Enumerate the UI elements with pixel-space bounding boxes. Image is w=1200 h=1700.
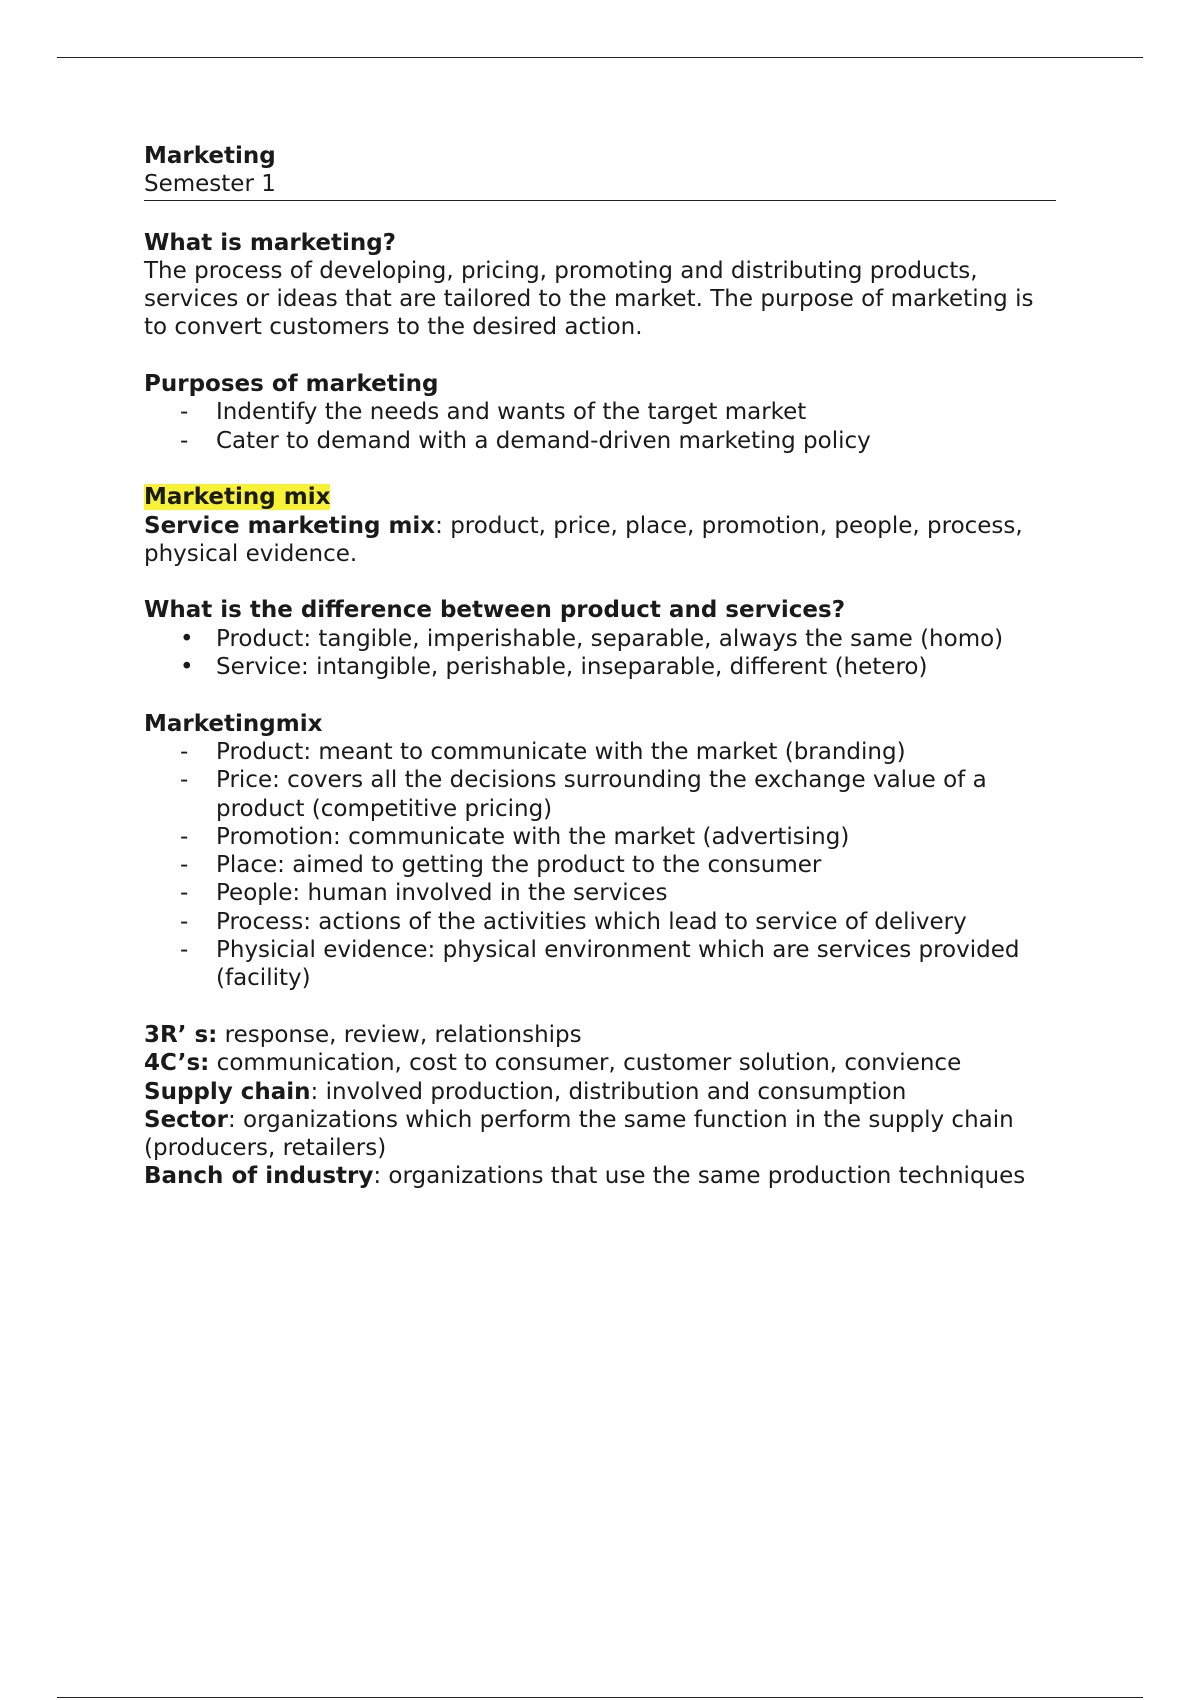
- highlighted-heading: Marketing mix: [144, 484, 331, 511]
- list-item: - Indentify the needs and wants of the target market: [180, 399, 807, 426]
- section-heading: Purposes of marketing: [144, 371, 439, 398]
- definition-text: : product, price, place, promotion, people, process, physical evidence.: [144, 512, 1023, 567]
- section-marketingmix: [144, 710, 1056, 993]
- definition-text: communication, cost to consumer, customer solution, convience: [209, 1050, 962, 1077]
- bullet-marker: •: [180, 625, 194, 652]
- section-heading: What is marketing?: [144, 229, 397, 256]
- definition-term: Supply chain: [144, 1078, 311, 1105]
- section-difference: [144, 596, 1056, 681]
- list-item: - Place: aimed to getting the product to the consumer: [180, 852, 822, 879]
- dash-marker: -: [180, 823, 189, 850]
- dash-marker: -: [180, 880, 189, 907]
- definition-term: Service marketing mix: [144, 512, 436, 539]
- section-purposes: [144, 370, 1056, 455]
- section-definitions: [144, 1021, 1056, 1191]
- list-item: • Service: intangible, perishable, inseparable, different (hetero): [180, 654, 928, 681]
- list-item: - Physicial evidence: physical environment which are services provided (facility): [180, 937, 1020, 992]
- dash-marker: -: [180, 427, 189, 454]
- title-block: [144, 142, 1056, 201]
- definition: [144, 1021, 1056, 1049]
- list-item: - Product: meant to communicate with the market (branding): [180, 738, 906, 765]
- dash-marker: -: [180, 399, 189, 426]
- marketingmix-list: [144, 738, 1056, 993]
- definition: [144, 1049, 1056, 1077]
- document-page: [144, 142, 1056, 1191]
- definition: [144, 1162, 1056, 1190]
- purposes-list: [144, 398, 1056, 455]
- list-item: - Cater to demand with a demand-driven marketing policy: [180, 427, 871, 454]
- dash-marker: -: [180, 908, 189, 935]
- list-item: - Promotion: communicate with the market (advertising): [180, 823, 850, 850]
- bullet-marker: •: [180, 654, 194, 681]
- definition: [144, 1106, 1056, 1163]
- section-heading: What is the difference between product and services?: [144, 597, 846, 624]
- definition: [144, 512, 1056, 569]
- dash-marker: -: [180, 767, 189, 794]
- list-item: - Process: actions of the activities which lead to service of delivery: [180, 908, 967, 935]
- definition-text: : organizations that use the same production techniques: [373, 1163, 1026, 1190]
- document-title: Marketing: [144, 143, 276, 169]
- definition-term: Sector: [144, 1106, 228, 1133]
- definition: [144, 1078, 1056, 1106]
- footer-rule: [57, 1697, 1143, 1698]
- dash-marker: -: [180, 852, 189, 879]
- section-what-is-marketing: [144, 229, 1056, 342]
- definition-term: Banch of industry: [144, 1163, 374, 1190]
- list-item: • Product: tangible, imperishable, separable, always the same (homo): [180, 625, 1004, 652]
- list-item: - Price: covers all the decisions surrounding the exchange value of a product (competitive pricing): [180, 767, 987, 822]
- section-heading: [144, 483, 1056, 511]
- dash-marker: -: [180, 738, 189, 765]
- header-rule: [57, 57, 1143, 58]
- definition-text: : involved production, distribution and consumption: [310, 1078, 907, 1105]
- definition-term: 4C’s:: [144, 1050, 210, 1077]
- document-subtitle: Semester 1: [144, 171, 276, 198]
- section-heading: Marketingmix: [144, 710, 323, 737]
- definition-text: response, review, relationships: [217, 1021, 582, 1048]
- section-marketing-mix: [144, 483, 1056, 568]
- definition-text: : organizations which perform the same function in the supply chain (producers, retailers): [144, 1106, 1014, 1162]
- difference-list: [144, 625, 1056, 682]
- paragraph: The process of developing, pricing, promoting and distributing products, services or ideas that are tailored to the market. The purpose of marketing is to convert customers to the desired action.: [144, 257, 1034, 341]
- definition-term: 3R’ s:: [144, 1021, 218, 1048]
- dash-marker: -: [180, 937, 189, 964]
- list-item: - People: human involved in the services: [180, 880, 668, 907]
